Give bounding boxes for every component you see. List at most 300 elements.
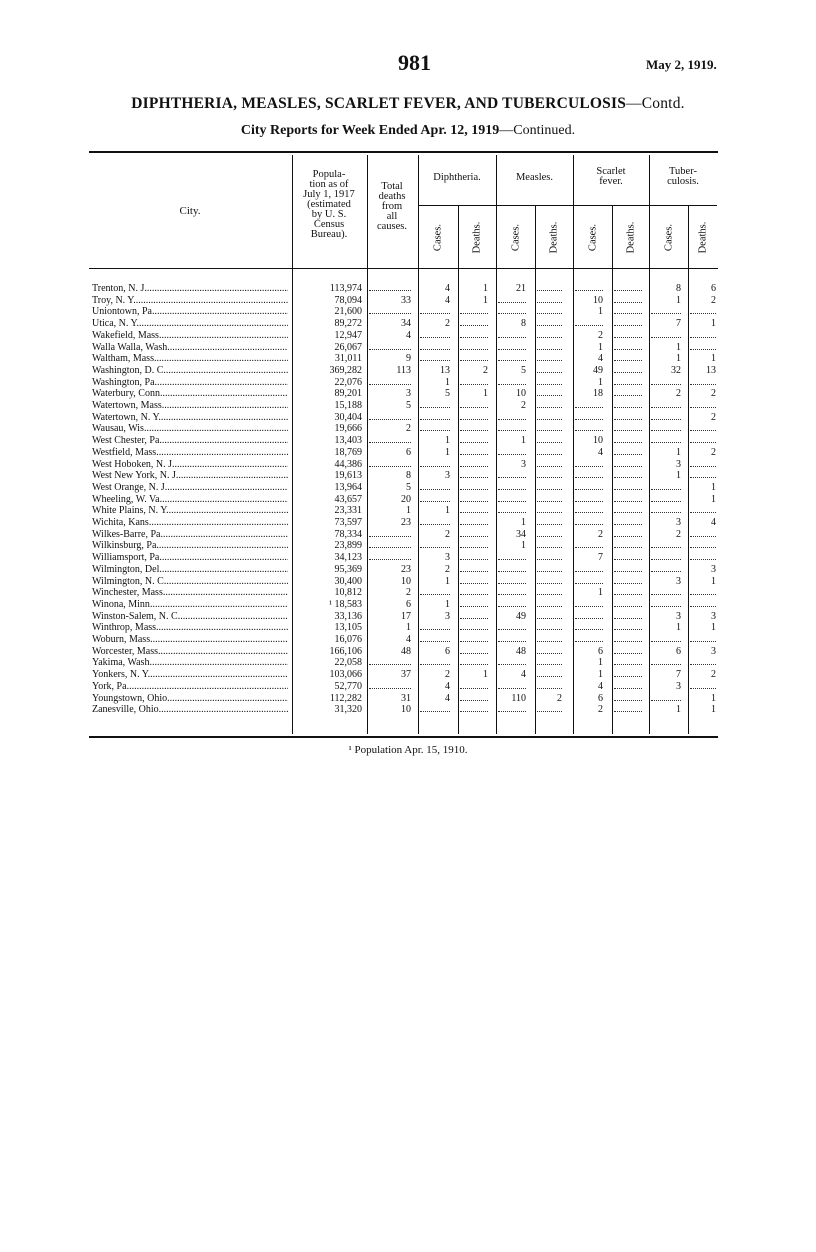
empty-cell-leader <box>498 482 526 490</box>
scarlet_fever-line: fever. <box>599 176 623 187</box>
empty-cell-leader <box>498 494 526 502</box>
page-title <box>0 95 816 113</box>
city-name: Wheeling, W. Va ..... <box>92 494 288 505</box>
empty-cell-leader <box>537 669 562 677</box>
cell-sc: 49 <box>593 364 603 376</box>
empty-cell-leader <box>420 482 450 490</box>
city-name: Wichita, Kans ..... <box>92 517 288 528</box>
empty-cell-leader <box>537 540 562 548</box>
empty-cell-leader <box>460 634 488 642</box>
city-name: West New York, N. J ..... <box>92 470 288 481</box>
population-line: (estimated <box>307 199 351 210</box>
header-cases: Cases. <box>510 223 521 252</box>
empty-cell-leader <box>614 540 642 548</box>
cell-pop: 33,136 <box>334 610 362 622</box>
empty-cell-leader <box>369 435 411 443</box>
cell-sc: 1 <box>598 669 603 681</box>
cell-pop: 12,947 <box>334 329 362 341</box>
cell-tc: 3 <box>676 610 681 622</box>
empty-cell-leader <box>690 459 716 467</box>
cell-total: 31 <box>401 692 411 704</box>
empty-cell-leader <box>460 377 488 385</box>
cell-td: 1 <box>711 353 716 365</box>
cell-pop: 103,066 <box>329 669 362 681</box>
header-cases: Cases. <box>432 223 444 252</box>
empty-cell-leader <box>614 657 642 665</box>
empty-cell-leader <box>690 377 716 385</box>
total_deaths-line: Total <box>381 181 403 192</box>
empty-cell-leader <box>537 564 562 572</box>
header-total-deaths <box>367 182 417 232</box>
cell-pop: 166,106 <box>329 645 362 657</box>
cell-total: 3 <box>406 388 411 400</box>
empty-cell-leader <box>537 435 562 443</box>
empty-cell-leader <box>614 459 642 467</box>
empty-cell-leader <box>537 505 562 513</box>
cell-sc: 1 <box>598 657 603 669</box>
cell-total: 48 <box>401 645 411 657</box>
empty-cell-leader <box>460 681 488 689</box>
empty-cell-leader <box>614 447 642 455</box>
empty-cell-leader <box>420 412 450 420</box>
cell-pop: 112,282 <box>329 692 362 704</box>
table-row <box>0 529 816 540</box>
cell-tc: 2 <box>676 388 681 400</box>
table-row <box>0 283 816 294</box>
empty-cell-leader <box>690 306 716 314</box>
subtitle-contd: —Continued. <box>499 123 576 138</box>
empty-cell-leader <box>460 517 488 525</box>
empty-cell-leader <box>460 587 488 595</box>
empty-cell-leader <box>651 552 681 560</box>
table-row <box>0 318 816 329</box>
cell-tc: 1 <box>676 446 681 458</box>
empty-cell-leader <box>420 459 450 467</box>
empty-cell-leader <box>575 494 603 502</box>
header-deaths: Deaths. <box>697 221 708 254</box>
city-name: Uniontown, Pa ..... <box>92 306 288 317</box>
empty-cell-leader <box>498 330 526 338</box>
cell-pop: 13,964 <box>334 481 362 493</box>
empty-cell-leader <box>614 587 642 595</box>
table-row <box>0 412 816 423</box>
cell-sc: 1 <box>598 376 603 388</box>
cell-pop: 52,770 <box>334 680 362 692</box>
cell-tc: 6 <box>676 645 681 657</box>
empty-cell-leader <box>614 318 642 326</box>
cell-dc: 3 <box>445 552 450 564</box>
empty-cell-leader <box>614 353 642 361</box>
population-line: Popula- <box>312 169 346 180</box>
cell-mc: 49 <box>516 610 526 622</box>
cell-pop: 30,404 <box>334 411 362 423</box>
cell-sc: 4 <box>598 353 603 365</box>
table-row <box>0 681 816 692</box>
city-name: Watertown, N. Y ..... <box>92 412 288 423</box>
cell-pop: 18,769 <box>334 446 362 458</box>
cell-pop: 78,334 <box>334 528 362 540</box>
empty-cell-leader <box>690 681 716 689</box>
empty-cell-leader <box>651 634 681 642</box>
table-row <box>0 611 816 622</box>
empty-cell-leader <box>575 318 603 326</box>
empty-cell-leader <box>651 693 681 701</box>
table-row <box>0 646 816 657</box>
table-row <box>0 330 816 341</box>
cell-td: 1 <box>711 318 716 330</box>
cell-td: 6 <box>711 283 716 294</box>
empty-cell-leader <box>614 412 642 420</box>
empty-cell-leader <box>460 494 488 502</box>
table-row <box>0 622 816 633</box>
cell-total: 5 <box>406 481 411 493</box>
cell-sc: 6 <box>598 692 603 704</box>
empty-cell-leader <box>498 704 526 712</box>
cell-dc: 4 <box>445 680 450 692</box>
empty-cell-leader <box>690 470 716 478</box>
empty-cell-leader <box>498 552 526 560</box>
empty-cell-leader <box>537 447 562 455</box>
empty-cell-leader <box>369 283 411 291</box>
empty-cell-leader <box>460 529 488 537</box>
empty-cell-leader <box>420 423 450 431</box>
cell-dc: 3 <box>445 610 450 622</box>
cell-dd: 1 <box>483 283 488 294</box>
cell-dd: 2 <box>483 364 488 376</box>
cell-sc: 2 <box>598 528 603 540</box>
empty-cell-leader <box>460 342 488 350</box>
empty-cell-leader <box>614 517 642 525</box>
empty-cell-leader <box>498 295 526 303</box>
empty-cell-leader <box>460 330 488 338</box>
cell-total: 113 <box>396 364 411 376</box>
empty-cell-leader <box>651 540 681 548</box>
table-row <box>0 587 816 598</box>
header-deaths: Deaths. <box>471 221 483 254</box>
empty-cell-leader <box>420 517 450 525</box>
empty-cell-leader <box>460 482 488 490</box>
cell-dc: 2 <box>445 318 450 330</box>
cell-mc: 1 <box>521 517 526 528</box>
empty-cell-leader <box>690 599 716 607</box>
cell-total: 1 <box>406 622 411 634</box>
city-name: Wilmington, N. C ..... <box>92 576 288 587</box>
empty-cell-leader <box>369 459 411 467</box>
table-row <box>0 494 816 505</box>
empty-cell-leader <box>369 540 411 548</box>
cell-total: 37 <box>401 669 411 681</box>
empty-cell-leader <box>420 622 450 630</box>
header-cases: Cases. <box>587 223 598 252</box>
cell-mc: 1 <box>521 435 526 447</box>
cell-td: 1 <box>711 692 716 704</box>
cell-td: 13 <box>706 364 716 376</box>
cell-pop: 10,812 <box>334 587 362 599</box>
group-rule <box>496 205 573 206</box>
cell-dc: 2 <box>445 669 450 681</box>
table-row <box>0 365 816 376</box>
city-name: Winona, Minn ..... <box>92 599 288 610</box>
empty-cell-leader <box>651 505 681 513</box>
empty-cell-leader <box>460 435 488 443</box>
empty-cell-leader <box>614 306 642 314</box>
header-scarlet-fever <box>573 167 649 187</box>
empty-cell-leader <box>460 505 488 513</box>
cell-tc: 1 <box>676 341 681 353</box>
empty-cell-leader <box>575 622 603 630</box>
cell-sc: 2 <box>598 704 603 716</box>
city-name: Waterbury, Conn ..... <box>92 388 288 399</box>
cell-pop: 44,386 <box>334 458 362 470</box>
cell-pop: 34,123 <box>334 552 362 564</box>
cell-md: 2 <box>557 692 562 704</box>
cell-total: 10 <box>401 575 411 587</box>
table-row <box>0 470 816 481</box>
cell-dc: 6 <box>445 645 450 657</box>
cell-tc: 1 <box>676 704 681 716</box>
table-bottom-rule <box>89 736 718 738</box>
empty-cell-leader <box>651 306 681 314</box>
city-name: Winthrop, Mass ..... <box>92 622 288 633</box>
empty-cell-leader <box>537 599 562 607</box>
city-name: Yonkers, N. Y ..... <box>92 669 288 680</box>
cell-dc: 1 <box>445 446 450 458</box>
city-name: West Chester, Pa ..... <box>92 435 288 446</box>
tuberculosis-line: culosis. <box>667 176 699 187</box>
empty-cell-leader <box>498 657 526 665</box>
cell-dc: 2 <box>445 528 450 540</box>
city-name: Youngstown, Ohio ..... <box>92 693 288 704</box>
empty-cell-leader <box>614 622 642 630</box>
cell-td: 1 <box>711 622 716 634</box>
empty-cell-leader <box>420 657 450 665</box>
empty-cell-leader <box>537 459 562 467</box>
empty-cell-leader <box>460 657 488 665</box>
city-name: West Hoboken, N. J ..... <box>92 459 288 470</box>
empty-cell-leader <box>614 342 642 350</box>
cell-pop: 13,105 <box>334 622 362 634</box>
empty-cell-leader <box>690 330 716 338</box>
city-name: York, Pa ..... <box>92 681 288 692</box>
cell-pop: 30,400 <box>334 575 362 587</box>
empty-cell-leader <box>537 587 562 595</box>
cell-total: 8 <box>406 470 411 482</box>
empty-cell-leader <box>575 482 603 490</box>
header-tuberculosis <box>649 167 717 187</box>
population-line: Bureau). <box>310 229 348 240</box>
cell-total: 6 <box>406 446 411 458</box>
empty-cell-leader <box>575 423 603 431</box>
empty-cell-leader <box>614 388 642 396</box>
empty-cell-leader <box>690 505 716 513</box>
header-city: City. <box>179 205 201 217</box>
header-deaths: Deaths. <box>625 221 636 254</box>
cell-td: 2 <box>711 294 716 306</box>
total_deaths-line: deaths <box>378 191 406 202</box>
empty-cell-leader <box>460 318 488 326</box>
page-number: 981 <box>398 50 431 75</box>
empty-cell-leader <box>537 576 562 584</box>
empty-cell-leader <box>651 435 681 443</box>
table-row <box>0 552 816 563</box>
city-name: West Orange, N. J ..... <box>92 482 288 493</box>
empty-cell-leader <box>575 564 603 572</box>
empty-cell-leader <box>614 611 642 619</box>
empty-cell-leader <box>690 634 716 642</box>
empty-cell-leader <box>460 540 488 548</box>
cell-mc: 21 <box>516 283 526 294</box>
cell-pop: 89,201 <box>334 388 362 400</box>
cell-pop: 31,011 <box>334 353 362 365</box>
empty-cell-leader <box>614 295 642 303</box>
empty-cell-leader <box>537 681 562 689</box>
cell-pop: 21,600 <box>334 306 362 318</box>
empty-cell-leader <box>498 681 526 689</box>
cell-pop: 73,597 <box>334 517 362 528</box>
cell-dd: 1 <box>483 388 488 400</box>
empty-cell-leader <box>537 330 562 338</box>
city-name: Trenton, N. J ..... <box>92 283 288 294</box>
table-row <box>0 459 816 470</box>
empty-cell-leader <box>460 353 488 361</box>
city-name: Worcester, Mass ..... <box>92 646 288 657</box>
empty-cell-leader <box>651 564 681 572</box>
cell-pop: 23,899 <box>334 540 362 552</box>
empty-cell-leader <box>614 681 642 689</box>
empty-cell-leader <box>498 564 526 572</box>
cell-dc: 4 <box>445 692 450 704</box>
table-row <box>0 342 816 353</box>
empty-cell-leader <box>614 377 642 385</box>
cell-pop: 19,613 <box>334 470 362 482</box>
header-cases: Cases. <box>663 223 674 252</box>
table-row <box>0 669 816 680</box>
cell-pop: 23,331 <box>334 505 362 517</box>
cell-total: 1 <box>406 505 411 517</box>
cell-td: 3 <box>711 645 716 657</box>
cell-sc: 4 <box>598 446 603 458</box>
empty-cell-leader <box>614 693 642 701</box>
empty-cell-leader <box>537 552 562 560</box>
group-rule <box>649 205 717 206</box>
cell-total: 23 <box>401 517 411 528</box>
cell-mc: 4 <box>521 669 526 681</box>
cell-total: 10 <box>401 704 411 716</box>
cell-total: 4 <box>406 634 411 645</box>
empty-cell-leader <box>498 634 526 642</box>
city-name: Wausau, Wis ..... <box>92 423 288 434</box>
city-name: White Plains, N. Y ..... <box>92 505 288 516</box>
cell-sc: 18 <box>593 388 603 400</box>
empty-cell-leader <box>498 342 526 350</box>
empty-cell-leader <box>651 377 681 385</box>
table-row <box>0 353 816 364</box>
empty-cell-leader <box>420 400 450 408</box>
empty-cell-leader <box>614 669 642 677</box>
cell-td: 1 <box>711 575 716 587</box>
cell-pop: 43,657 <box>334 493 362 505</box>
cell-dd: 1 <box>483 669 488 681</box>
cell-td: 2 <box>711 411 716 423</box>
cell-mc: 1 <box>521 540 526 552</box>
city-name: Waltham, Mass ..... <box>92 353 288 364</box>
cell-dc: 2 <box>445 563 450 575</box>
cell-td: 2 <box>711 669 716 681</box>
total_deaths-line: all <box>386 211 398 222</box>
cell-mc: 3 <box>521 458 526 470</box>
cell-td: 4 <box>711 517 716 528</box>
empty-cell-leader <box>369 529 411 537</box>
empty-cell-leader <box>614 505 642 513</box>
cell-pop: 19,666 <box>334 423 362 435</box>
empty-cell-leader <box>690 552 716 560</box>
city-name: Washington, D. C ..... <box>92 365 288 376</box>
city-name: Winchester, Mass ..... <box>92 587 288 598</box>
table-top-rule <box>89 151 718 153</box>
cell-dc: 1 <box>445 575 450 587</box>
cell-tc: 8 <box>676 283 681 294</box>
empty-cell-leader <box>537 365 562 373</box>
empty-cell-leader <box>537 283 562 291</box>
city-name: Wilmington, Del ..... <box>92 564 288 575</box>
empty-cell-leader <box>614 564 642 572</box>
empty-cell-leader <box>575 634 603 642</box>
table-row <box>0 400 816 411</box>
empty-cell-leader <box>651 587 681 595</box>
table-row <box>0 505 816 516</box>
empty-cell-leader <box>575 459 603 467</box>
cell-mc: 110 <box>511 692 526 704</box>
city-name: Zanesville, Ohio ..... <box>92 704 288 715</box>
group-rule <box>418 205 496 206</box>
empty-cell-leader <box>420 587 450 595</box>
cell-dd: 1 <box>483 294 488 306</box>
empty-cell-leader <box>614 634 642 642</box>
empty-cell-leader <box>460 704 488 712</box>
table-row <box>0 388 816 399</box>
empty-cell-leader <box>614 423 642 431</box>
empty-cell-leader <box>575 611 603 619</box>
table-row <box>0 435 816 446</box>
cell-pop: 113,974 <box>329 283 362 294</box>
empty-cell-leader <box>575 540 603 548</box>
empty-cell-leader <box>498 505 526 513</box>
city-name: Winston-Salem, N. C ..... <box>92 611 288 622</box>
empty-cell-leader <box>460 622 488 630</box>
empty-cell-leader <box>690 657 716 665</box>
table-row <box>0 576 816 587</box>
cell-sc: 2 <box>598 329 603 341</box>
empty-cell-leader <box>460 576 488 584</box>
empty-cell-leader <box>460 693 488 701</box>
empty-cell-leader <box>460 447 488 455</box>
table-row <box>0 634 816 645</box>
empty-cell-leader <box>537 400 562 408</box>
table-row <box>0 564 816 575</box>
total_deaths-line: causes. <box>376 221 408 232</box>
empty-cell-leader <box>369 342 411 350</box>
empty-cell-leader <box>369 412 411 420</box>
empty-cell-leader <box>537 353 562 361</box>
empty-cell-leader <box>537 517 562 525</box>
cell-dc: 5 <box>445 388 450 400</box>
cell-tc: 3 <box>676 575 681 587</box>
cell-td: 2 <box>711 446 716 458</box>
empty-cell-leader <box>460 412 488 420</box>
header-population <box>294 170 364 240</box>
empty-cell-leader <box>614 576 642 584</box>
empty-cell-leader <box>498 599 526 607</box>
